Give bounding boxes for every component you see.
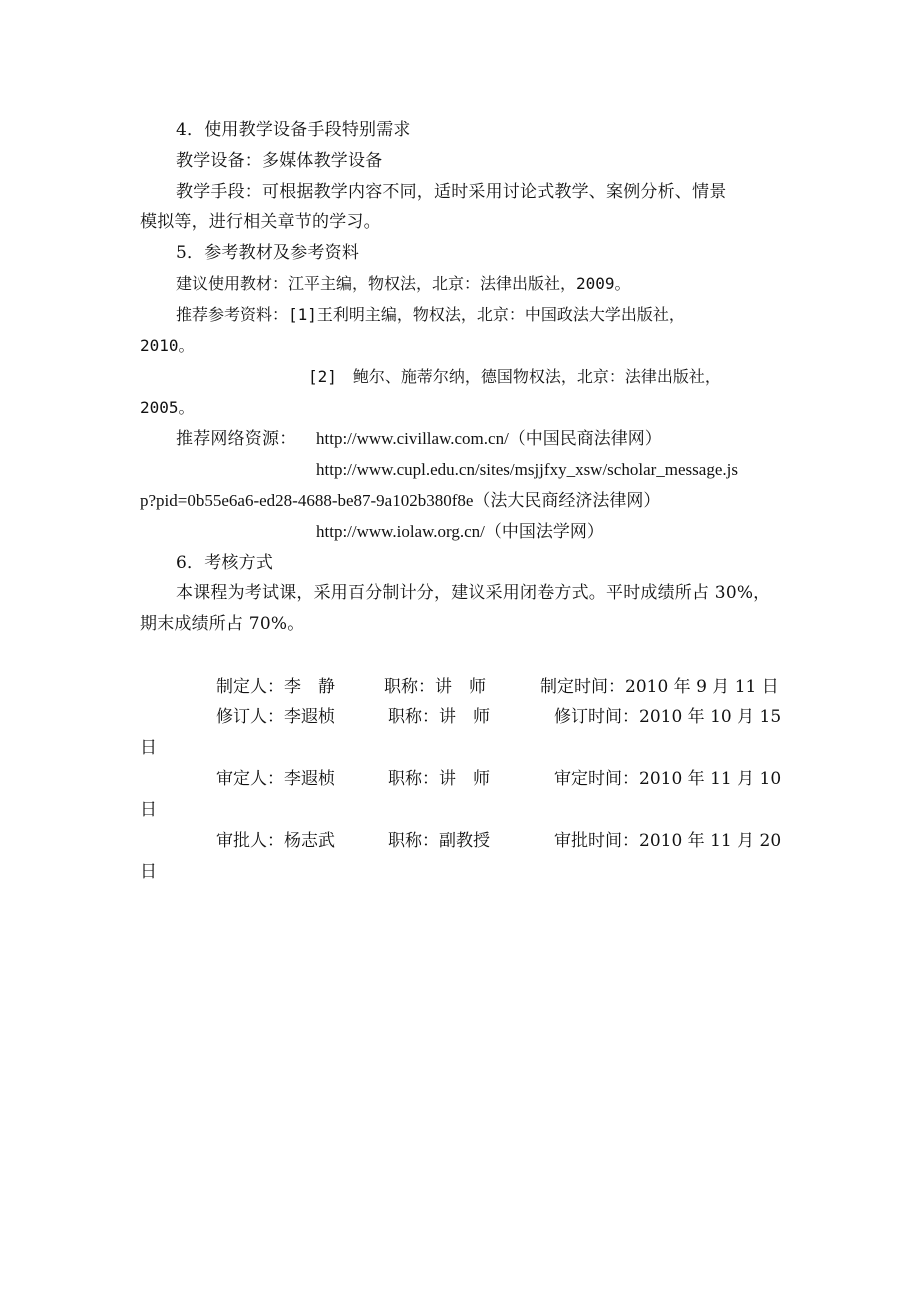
web-resources-label: 推荐网络资源： xyxy=(176,429,297,449)
section-5-heading: 5．参考教材及参考资料 xyxy=(176,243,360,263)
web-resource-3: http://www.iolaw.org.cn/（中国法学网） xyxy=(316,522,604,541)
reference-2-line-1: [2] 鲍尔、施蒂尔纳，德国物权法，北京：法律出版社， xyxy=(308,367,721,386)
signature-time-wrap: 日 xyxy=(140,800,157,820)
signature-person: 制定人：李 静 xyxy=(216,677,335,697)
web-resource-1: http://www.civillaw.com.cn/（中国民商法律网） xyxy=(316,429,662,448)
teaching-method-line-1: 教学手段：可根据教学内容不同，适时采用讨论式教学、案例分析、情景 xyxy=(176,182,727,202)
signature-person: 修订人：李遐桢 xyxy=(216,707,335,727)
signature-title: 职称：讲 师 xyxy=(384,677,486,697)
reference-1-line-1: 推荐参考资料：[1]王利明主编，物权法，北京：中国政法大学出版社， xyxy=(176,305,685,324)
signature-title: 职称：副教授 xyxy=(388,831,490,851)
section-4-heading: 4．使用教学设备手段特别需求 xyxy=(176,120,411,140)
section-6-heading: 6．考核方式 xyxy=(176,553,274,573)
signature-title: 职称：讲 师 xyxy=(388,707,490,727)
signature-time-wrap: 日 xyxy=(140,738,157,758)
signature-time: 制定时间：2010 年 9 月 11 日 xyxy=(540,677,779,697)
signature-time: 修订时间：2010 年 10 月 15 xyxy=(554,707,782,727)
signature-person: 审定人：李遐桢 xyxy=(216,769,335,789)
web-resource-2-line-1: http://www.cupl.edu.cn/sites/msjjfxy_xsw/scholar_message.js xyxy=(316,460,738,479)
assessment-line-1: 本课程为考试课，采用百分制计分，建议采用闭卷方式。平时成绩所占 30%， xyxy=(176,583,771,603)
signature-time: 审批时间：2010 年 11 月 20 xyxy=(554,831,782,851)
signature-time-wrap: 日 xyxy=(140,862,157,882)
web-resource-2-line-2: p?pid=0b55e6a6-ed28-4688-be87-9a102b380f8e（法大民商经济法律网） xyxy=(140,491,661,510)
signature-person: 审批人：杨志武 xyxy=(216,831,335,851)
assessment-line-2: 期末成绩所占 70%。 xyxy=(140,614,305,634)
recommended-textbook: 建议使用教材：江平主编，物权法，北京：法律出版社，2009。 xyxy=(176,274,631,293)
signature-time: 审定时间：2010 年 11 月 10 xyxy=(554,769,782,789)
teaching-equipment: 教学设备：多媒体教学设备 xyxy=(176,151,383,171)
teaching-method-line-2: 模拟等，进行相关章节的学习。 xyxy=(140,212,381,232)
reference-1-line-2: 2010。 xyxy=(140,336,195,355)
reference-2-line-2: 2005。 xyxy=(140,398,195,417)
signature-title: 职称：讲 师 xyxy=(388,769,490,789)
